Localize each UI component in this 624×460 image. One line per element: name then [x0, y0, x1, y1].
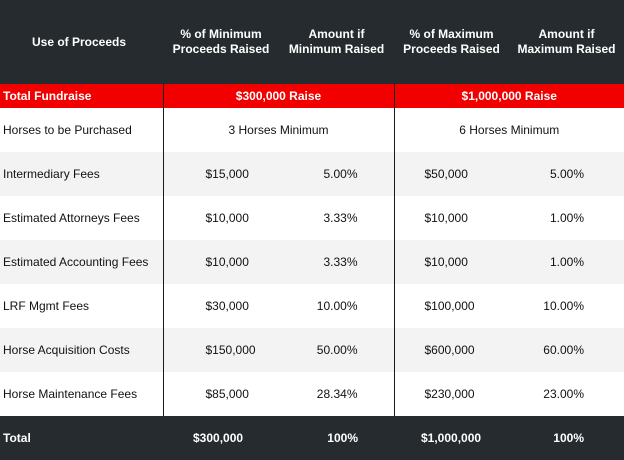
min-amount: $85,000: [163, 372, 279, 416]
max-horses-cell: 6 Horses Minimum: [394, 108, 624, 152]
min-amount: $150,000: [163, 328, 279, 372]
header-amt-max: Amount if Maximum Raised: [517, 27, 616, 56]
max-amount: $100,000: [394, 284, 509, 328]
max-amount: $50,000: [394, 152, 509, 196]
total-fundraise-row: [0, 84, 624, 108]
table-row: [0, 152, 624, 196]
max-amount: $10,000: [394, 196, 509, 240]
min-percent: 100%: [327, 431, 358, 445]
max-percent: 100%: [553, 431, 584, 445]
min-amount: $10,000: [163, 240, 279, 284]
max-amount: $1,000,000: [421, 431, 482, 445]
max-amount: $600,000: [394, 328, 509, 372]
min-amount: $10,000: [163, 196, 279, 240]
min-amount: $15,000: [163, 152, 279, 196]
table-row: [0, 240, 624, 284]
table-row: [0, 372, 624, 416]
header-amt-min: Amount if Minimum Raised: [288, 27, 385, 56]
max-amount: $230,000: [394, 372, 509, 416]
header-row: [0, 0, 624, 84]
row-label: Horses to be Purchased: [3, 123, 132, 137]
max-percent: 1.00%: [549, 255, 584, 269]
min-percent: 28.34%: [316, 387, 358, 401]
row-label: LRF Mgmt Fees: [3, 299, 90, 313]
min-amount: $30,000: [163, 284, 279, 328]
table-row: [0, 284, 624, 328]
min-percent: 10.00%: [316, 299, 358, 313]
max-percent: 1.00%: [549, 211, 584, 225]
min-percent: 50.00%: [316, 343, 358, 357]
table-row: [0, 196, 624, 240]
min-raise-cell: $300,000 Raise: [163, 84, 394, 108]
row-label: Total Fundraise: [3, 89, 92, 103]
max-raise-cell: $1,000,000 Raise: [394, 84, 624, 108]
max-amount: $10,000: [394, 240, 509, 284]
total-row: [0, 416, 624, 460]
min-amount: $300,000: [193, 431, 244, 445]
max-percent: 5.00%: [549, 167, 584, 181]
row-label: Estimated Attorneys Fees: [3, 211, 140, 225]
min-percent: 5.00%: [323, 167, 358, 181]
header-pct-max: % of Maximum Proceeds Raised: [403, 27, 500, 56]
max-percent: 60.00%: [543, 343, 584, 357]
row-label: Intermediary Fees: [3, 167, 100, 181]
min-percent: 3.33%: [323, 211, 358, 225]
max-percent: 10.00%: [543, 299, 584, 313]
row-label: Total: [3, 431, 31, 445]
max-percent: 23.00%: [543, 387, 584, 401]
header-pct-min: % of Minimum Proceeds Raised: [172, 27, 270, 56]
table-row: [0, 328, 624, 372]
horses-row: [0, 108, 624, 152]
header-use-of-proceeds: Use of Proceeds: [32, 34, 127, 49]
min-percent: 3.33%: [323, 255, 358, 269]
row-label: Horse Maintenance Fees: [3, 387, 138, 401]
min-horses-cell: 3 Horses Minimum: [163, 108, 394, 152]
row-label: Horse Acquisition Costs: [3, 343, 130, 357]
row-label: Estimated Accounting Fees: [3, 255, 149, 269]
